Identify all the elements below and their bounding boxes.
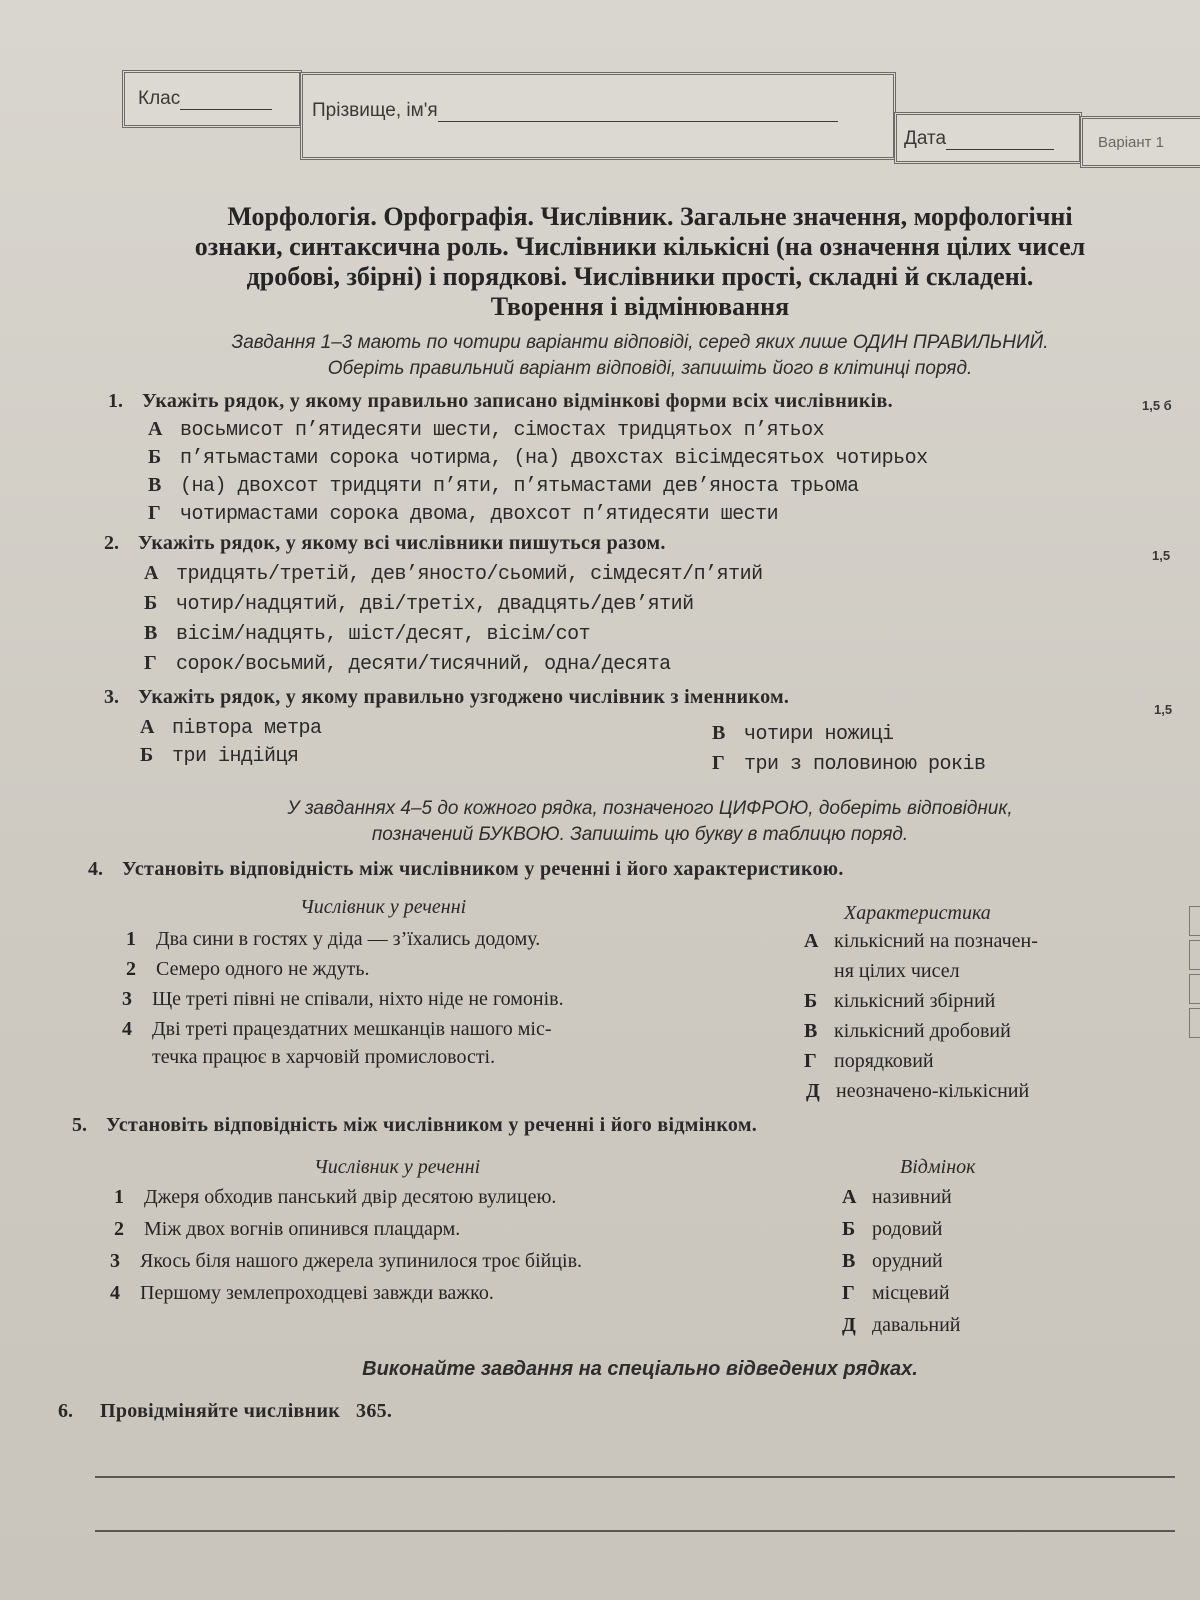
q5-left-column-head: Числівник у реченні — [314, 1156, 481, 1178]
answer-writing-line[interactable] — [95, 1476, 1175, 1478]
q1-option-d[interactable]: Г чотирмастами сорока двома, двохсот п’ятидесяти шести — [148, 502, 779, 526]
instructions-1-3-line-1: Завдання 1–3 мають по чотири варіанти відповіді, серед яких лише ОДИН ПРАВИЛЬНИЙ. — [231, 332, 1049, 353]
q3-option-c[interactable]: В чотири ножиці — [712, 722, 894, 746]
question-text: Провідміняйте числівник 365. — [100, 1400, 393, 1422]
name-label: Прізвище, ім'я — [312, 100, 438, 121]
variant-label: Варіант 1 — [1098, 134, 1165, 151]
q5-row-2: 2 Між двох вогнів опинився плацдарм. — [114, 1218, 461, 1240]
question-1 — [108, 390, 893, 413]
q5-case-e: Д давальний — [842, 1314, 961, 1336]
date-label: Дата — [904, 128, 947, 149]
q2-option-a[interactable]: А тридцять/третій, дев’яносто/сьомий, сімдесят/п’ятий — [144, 562, 763, 586]
name-field[interactable] — [312, 100, 838, 122]
question-2 — [104, 532, 666, 555]
answer-cell[interactable] — [1189, 906, 1200, 936]
score-q3: 1,5 — [1154, 702, 1173, 717]
q1-option-a[interactable]: А восьмисот п’ятидесяти шести, сімостах тридцятьох п’ятьох — [148, 418, 825, 442]
q4-char-d: Г порядковий — [804, 1050, 934, 1072]
topic-title-line-2: ознаки, синтаксична роль. Числівники кількісні (на означення цілих чисел — [194, 232, 1086, 261]
answer-cell[interactable] — [1189, 940, 1200, 970]
topic-title-line-1: Морфологія. Орфографія. Числівник. Загальне значення, морфологічні — [227, 202, 1073, 231]
question-3 — [104, 686, 789, 709]
question-text: Укажіть рядок, у якому всі числівники пишуться разом. — [138, 532, 666, 554]
answer-cell[interactable] — [1189, 1008, 1200, 1038]
class-field[interactable] — [138, 88, 272, 110]
q4-row-1: 1 Два сини в гостях у діда — з’їхались додому. — [126, 928, 541, 950]
question-number: 4. — [88, 858, 103, 880]
q3-option-a[interactable]: А півтора метра — [140, 716, 322, 740]
q5-right-column-head: Відмінок — [900, 1156, 976, 1178]
question-6 — [58, 1400, 392, 1423]
instructions-4-5-line-2: позначений БУКВОЮ. Запишіть цю букву в таблицю поряд. — [371, 824, 909, 845]
q1-option-c[interactable]: В (на) двохсот тридцяти п’яти, п’ятьмастами дев’яноста трьома — [148, 474, 859, 498]
score-q2: 1,5 — [1152, 548, 1171, 563]
topic-title-line-4: Творення і відмінювання — [490, 292, 790, 321]
q5-case-b: Б родовий — [842, 1218, 943, 1240]
q3-option-b[interactable]: Б три індійця — [140, 744, 299, 768]
question-4 — [88, 858, 844, 881]
q1-option-b[interactable]: Б п’ятьмастами сорока чотирма, (на) двохстах вісімдесятьох чотирьох — [148, 446, 928, 470]
q5-row-3: 3 Якось біля нашого джерела зупинилося троє бійців. — [110, 1250, 583, 1272]
class-label: Клас — [138, 88, 181, 109]
q4-char-b: Б кількісний збірний — [804, 990, 996, 1012]
question-text: Укажіть рядок, у якому правильно узгоджено числівник з іменником. — [138, 686, 790, 708]
q2-option-b[interactable]: Б чотир/надцятий, дві/третіх, двадцять/дев’ятий — [144, 592, 694, 616]
question-5 — [72, 1114, 757, 1137]
q4-left-column-head: Числівник у реченні — [300, 896, 467, 918]
question-number: 5. — [72, 1114, 87, 1136]
q5-row-1: 1 Джеря обходив панський двір десятою вулицею. — [114, 1186, 557, 1208]
q3-option-d[interactable]: Г три з половиною років — [712, 752, 986, 776]
question-number: 6. — [58, 1400, 73, 1422]
question-number: 3. — [104, 686, 119, 708]
q4-char-e: Д неозначено-кількісний — [806, 1080, 1030, 1102]
q4-char-a-continued: ня цілих чисел — [834, 960, 960, 982]
q5-row-4: 4 Першому землепроходцеві завжди важко. — [110, 1282, 494, 1304]
q5-case-a: А називний — [842, 1186, 952, 1208]
topic-title-line-3: дробові, збірні) і порядкові. Числівники прості, складні й складені. — [246, 262, 1034, 291]
q5-case-c: В орудний — [842, 1250, 943, 1272]
instructions-4-5-line-1: У завданнях 4–5 до кожного рядка, позначеного ЦИФРОЮ, доберіть відповідник, — [287, 798, 1013, 819]
q4-char-a: А кількісний на позначен- — [804, 930, 1038, 952]
question-text: Установіть відповідність між числівником у реченні і його відмінком. — [106, 1114, 758, 1136]
q4-char-c: В кількісний дробовий — [804, 1020, 1011, 1042]
q2-option-c[interactable]: В вісім/надцять, шіст/десят, вісім/сот — [144, 622, 591, 646]
q4-right-column-head: Характеристика — [844, 902, 991, 924]
q4-row-4-continued: течка працює в харчовій промисловості. — [152, 1046, 496, 1068]
q4-row-4: 4 Дві треті працездатних мешканців нашого міс- — [122, 1018, 552, 1040]
question-text: Укажіть рядок, у якому правильно записано відмінкові форми всіх числівників. — [142, 390, 893, 412]
q5-case-d: Г місцевий — [842, 1282, 950, 1304]
question-text: Установіть відповідність між числівником у реченні і його характеристикою. — [122, 858, 844, 880]
date-field[interactable] — [904, 128, 1054, 150]
q4-row-3: 3 Ще треті півні не співали, ніхто ніде не гомонів. — [122, 988, 564, 1010]
answer-writing-line[interactable] — [95, 1530, 1175, 1532]
instructions-task-6: Виконайте завдання на спеціально відведених рядках. — [362, 1358, 918, 1380]
score-q1: 1,5 б — [1142, 398, 1172, 413]
question-number: 2. — [104, 532, 119, 554]
instructions-1-3-line-2: Оберіть правильний варіант відповіді, запишіть його в клітинці поряд. — [327, 358, 973, 379]
q2-option-d[interactable]: Г сорок/восьмий, десяти/тисячний, одна/десята — [144, 652, 671, 676]
q4-row-2: 2 Семеро одного не ждуть. — [126, 958, 370, 980]
answer-cell[interactable] — [1189, 974, 1200, 1004]
question-number: 1. — [108, 390, 123, 412]
